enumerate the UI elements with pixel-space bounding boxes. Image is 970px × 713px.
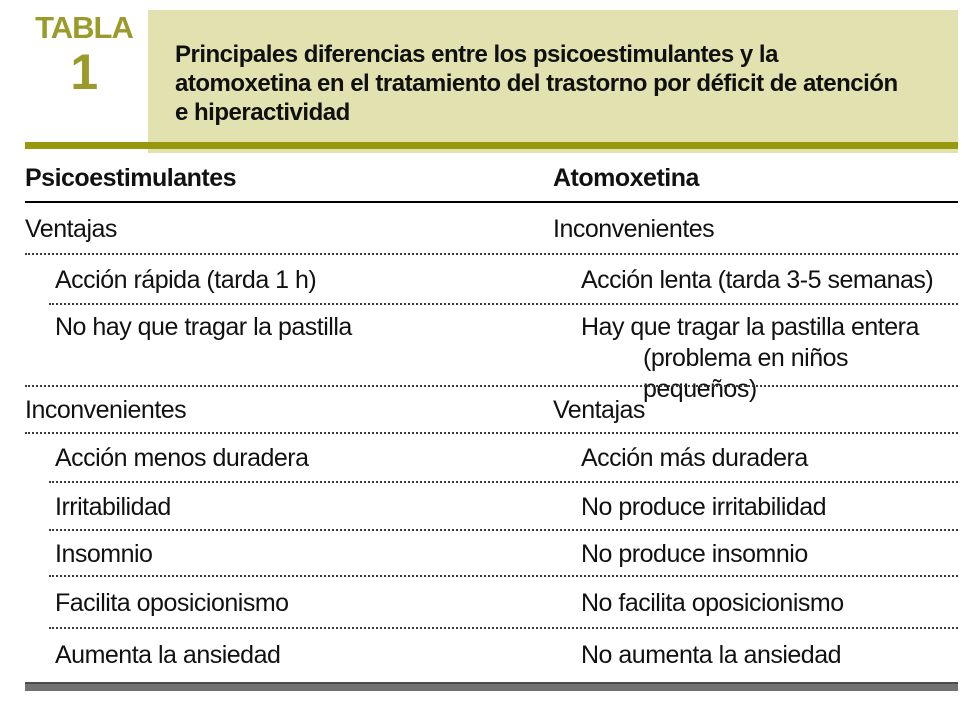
cell-right-continuation: (problema en niños pequeños) xyxy=(643,344,849,403)
cell-right: Acción más duradera xyxy=(581,444,808,472)
column-header-right: Atomoxetina xyxy=(553,163,699,192)
cell-right: No produce irritabilidad xyxy=(581,492,827,521)
cell-right: Inconvenientes xyxy=(553,214,715,243)
bottom-bar-rule xyxy=(25,682,958,691)
table-row-section xyxy=(25,387,958,434)
table-row-item xyxy=(25,483,958,531)
table-label-word: TABLA xyxy=(35,10,133,45)
cell-left: Aumenta la ansiedad xyxy=(55,640,281,669)
cell-right: No facilita oposicionismo xyxy=(581,588,844,617)
title-box xyxy=(148,10,958,153)
cell-right-line: Hay que tragar la pastilla entera xyxy=(581,313,919,341)
cell-left: Acción menos duradera xyxy=(55,444,309,472)
title-line: e hiperactividad xyxy=(175,99,350,126)
table-label-number: 1 xyxy=(70,44,98,100)
table-header-row xyxy=(25,155,958,203)
cell-left: Irritabilidad xyxy=(55,492,171,521)
table-label xyxy=(28,10,140,100)
table-row-item xyxy=(25,255,958,305)
table-row-item xyxy=(25,531,958,577)
cell-right: Ventajas xyxy=(553,396,645,424)
table-row-section xyxy=(25,203,958,255)
cell-left: Insomnio xyxy=(55,539,153,568)
cell-left: Ventajas xyxy=(25,214,117,243)
comparison-table xyxy=(25,155,958,681)
column-header-left: Psicoestimulantes xyxy=(25,163,237,192)
cell-right: No aumenta la ansiedad xyxy=(581,640,842,669)
table-row-item xyxy=(25,629,958,681)
title-line: atomoxetina en el tratamiento del trastorno por déficit de atención xyxy=(175,70,898,97)
title-line: Principales diferencias entre los psicoestimulantes y la xyxy=(175,41,778,68)
cell-right: No produce insomnio xyxy=(581,539,808,568)
olive-rule xyxy=(25,142,958,149)
cell-right: Acción lenta (tarda 3-5 semanas) xyxy=(581,265,934,294)
cell-left: No hay que tragar la pastilla xyxy=(55,313,352,341)
table-row-item xyxy=(25,434,958,483)
table-row-item xyxy=(25,305,958,403)
table-row-item xyxy=(25,577,958,629)
cell-left: Facilita oposicionismo xyxy=(55,588,289,617)
cell-left: Inconvenientes xyxy=(25,396,187,424)
cell-left: Acción rápida (tarda 1 h) xyxy=(55,265,317,294)
